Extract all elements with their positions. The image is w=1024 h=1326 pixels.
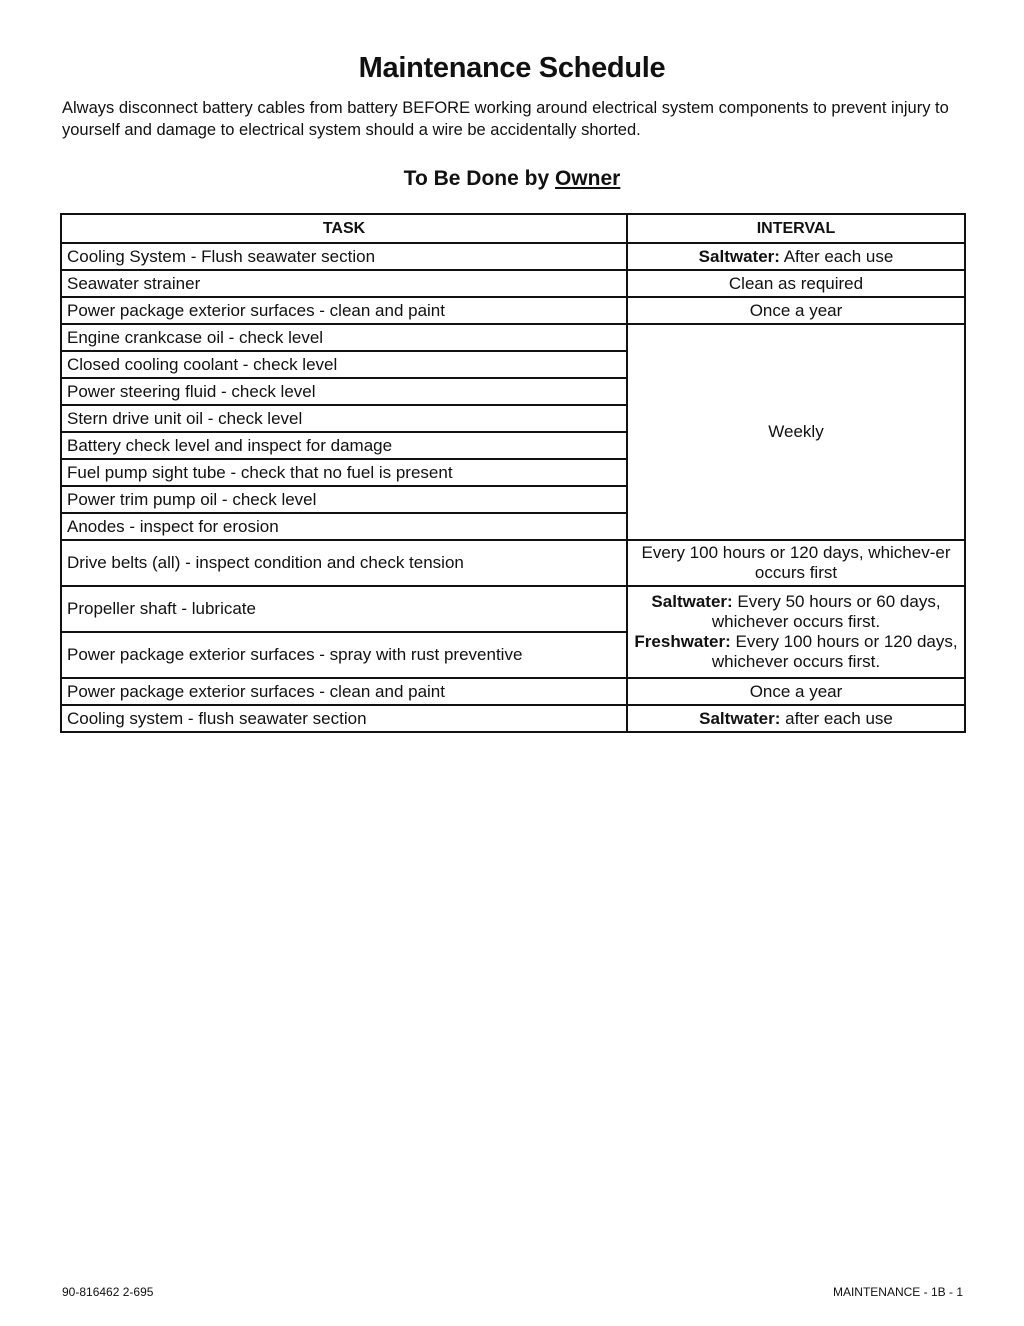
interval-cell bbox=[627, 243, 965, 270]
table-row bbox=[61, 270, 965, 297]
interval-label: Saltwater: bbox=[699, 708, 781, 728]
task-cell: Closed cooling coolant - check level bbox=[61, 351, 627, 378]
interval-label: Saltwater: bbox=[698, 246, 780, 266]
interval-cell-weekly: Weekly bbox=[627, 324, 965, 540]
section-subtitle bbox=[0, 167, 1024, 191]
table-row bbox=[61, 243, 965, 270]
interval-cell: Clean as required bbox=[627, 270, 965, 297]
column-header-task: TASK bbox=[61, 214, 627, 243]
interval-text: After each use bbox=[779, 246, 894, 266]
table-row bbox=[61, 297, 965, 324]
task-cell: Engine crankcase oil - check level bbox=[61, 324, 627, 351]
interval-cell bbox=[627, 705, 965, 732]
task-cell: Power steering fluid - check level bbox=[61, 378, 627, 405]
table-row bbox=[61, 324, 965, 351]
interval-text-saltwater: Every 50 hours or 60 days, whichever occurs first. bbox=[711, 592, 941, 631]
interval-label-freshwater: Freshwater: bbox=[634, 632, 731, 651]
task-cell: Cooling system - flush seawater section bbox=[61, 705, 627, 732]
table-header-row bbox=[61, 214, 965, 243]
task-cell: Power package exterior surfaces - clean and paint bbox=[61, 678, 627, 705]
task-cell: Drive belts (all) - inspect condition and check tension bbox=[61, 540, 627, 586]
interval-cell: Once a year bbox=[627, 678, 965, 705]
task-cell: Fuel pump sight tube - check that no fuel is present bbox=[61, 459, 627, 486]
page-title: Maintenance Schedule bbox=[358, 52, 666, 84]
interval-cell: Every 100 hours or 120 days, whichev-er occurs first bbox=[627, 540, 965, 586]
interval-label-saltwater: Saltwater: bbox=[651, 592, 733, 611]
subtitle-prefix: To Be Done by bbox=[403, 167, 555, 190]
task-cell: Battery check level and inspect for damage bbox=[61, 432, 627, 459]
interval-text: after each use bbox=[780, 708, 893, 728]
task-cell: Power package exterior surfaces - clean and paint bbox=[61, 297, 627, 324]
warning-text: Always disconnect battery cables from battery BEFORE working around electrical system components to prevent injury to yourself and damage to electrical system should a wire be accidentally shorted. bbox=[62, 99, 949, 139]
table-row bbox=[61, 705, 965, 732]
task-cell: Stern drive unit oil - check level bbox=[61, 405, 627, 432]
table-row bbox=[61, 678, 965, 705]
task-cell: Power trim pump oil - check level bbox=[61, 486, 627, 513]
footer-page-label: MAINTENANCE - 1B - 1 bbox=[832, 1285, 963, 1299]
table-row bbox=[61, 586, 965, 632]
subtitle-emphasis: Owner bbox=[554, 167, 621, 190]
interval-cell: Once a year bbox=[627, 297, 965, 324]
footer-document-number: 90-816462 2-695 bbox=[62, 1285, 154, 1299]
task-cell: Power package exterior surfaces - spray with rust preventive bbox=[61, 632, 627, 678]
interval-text-freshwater: Every 100 hours or 120 days, whichever occurs first. bbox=[711, 632, 958, 671]
column-header-interval: INTERVAL bbox=[627, 214, 965, 243]
interval-cell-salt-fresh bbox=[627, 586, 965, 678]
task-cell: Cooling System - Flush seawater section bbox=[61, 243, 627, 270]
maintenance-table bbox=[60, 213, 966, 733]
table-row bbox=[61, 540, 965, 586]
task-cell: Propeller shaft - lubricate bbox=[61, 586, 627, 632]
task-cell: Seawater strainer bbox=[61, 270, 627, 297]
task-cell: Anodes - inspect for erosion bbox=[61, 513, 627, 540]
